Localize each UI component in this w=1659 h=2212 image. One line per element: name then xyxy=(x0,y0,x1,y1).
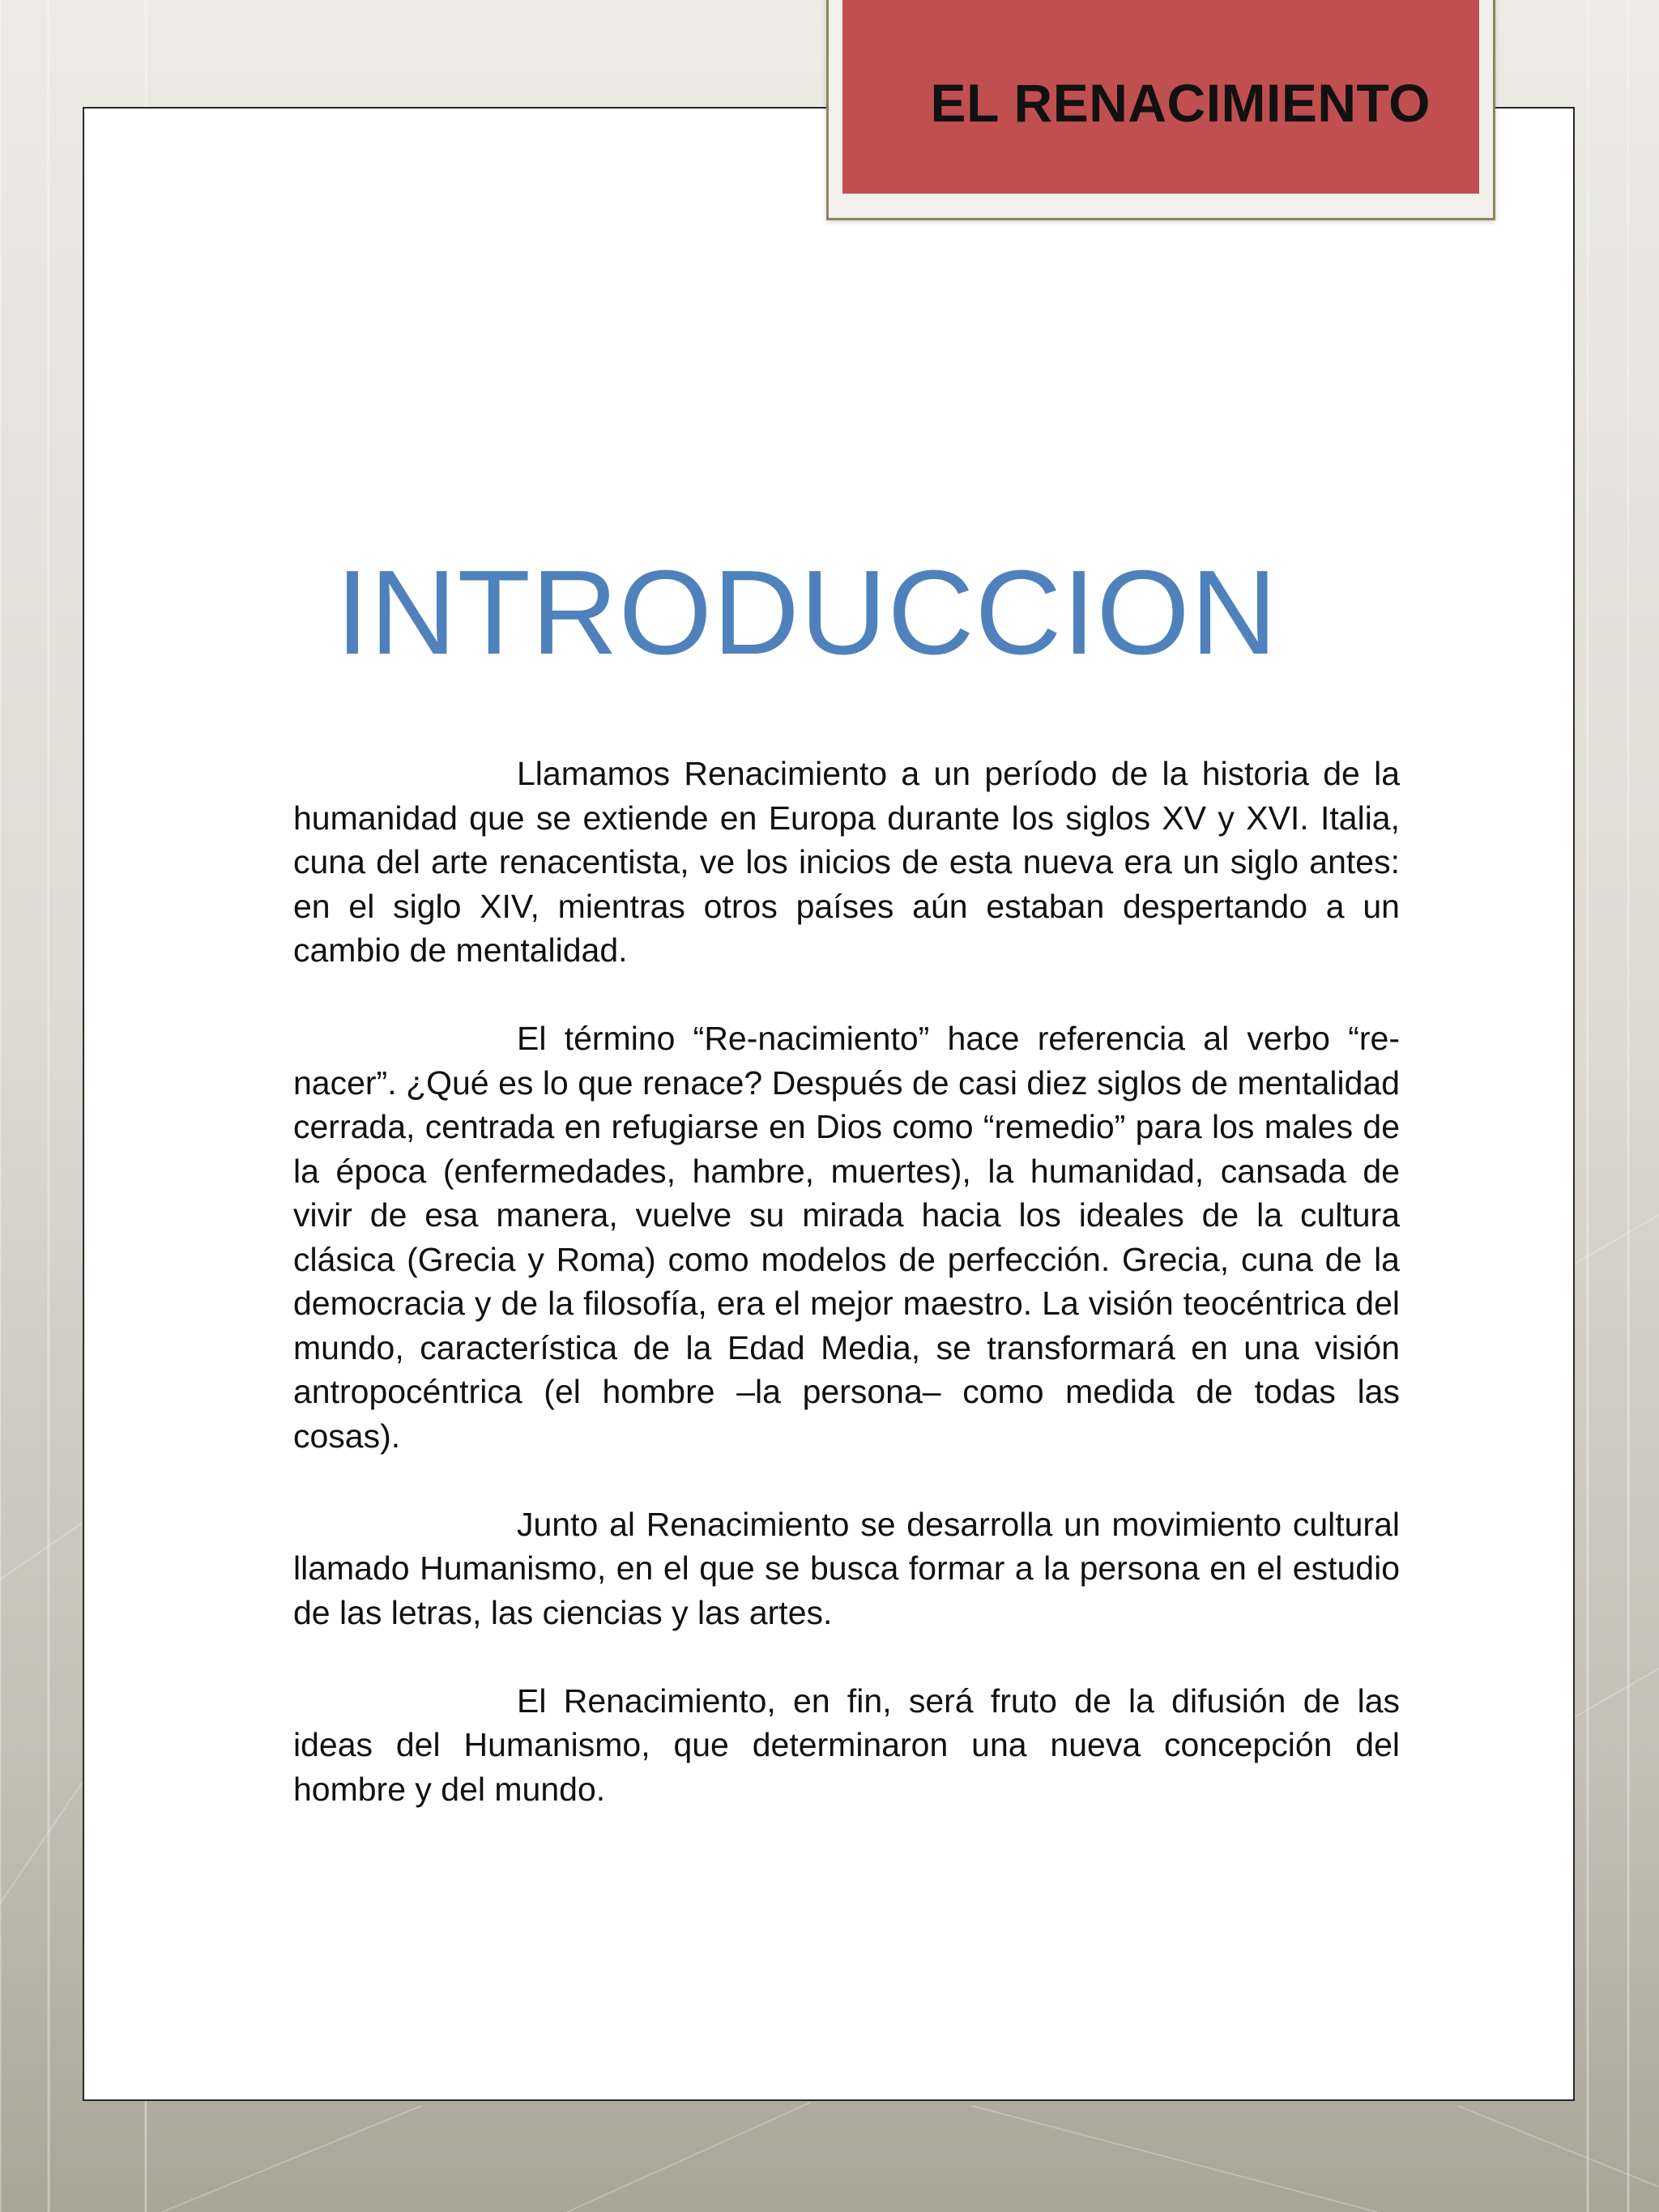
slide-title: EL RENACIMIENTO xyxy=(930,73,1431,133)
section-heading-text: INTRODUCCION xyxy=(335,546,1278,680)
paragraph: El Renacimiento, en fin, será fruto de la difusión de las ideas del Humanismo, que determinaron una nueva concepción del hombre y del mundo. xyxy=(293,1681,1400,1808)
paragraph: El término “Re-nacimiento” hace referencia al verbo “re-nacer”. ¿Qué es lo que renace? Después de casi diez siglos de mentalidad cerrada, centrada en refugiarse en Dios como “remedio” para los males de la época (enfermedades, hambre, muertes), la humanidad, cansada de vivir de esa manera, vuelve su mirada hacia los ideales de la cultura clásica (Grecia y Roma) como modelos de perfección. Grecia, cuna de la democracia y de la filosofía, era el mejor maestro. La visión teocéntrica del mundo, característica de la Edad Media, se transformará en una visión antropocéntrica (el hombre –la persona– como medida de todas las cosas). xyxy=(293,1020,1400,1455)
section-heading xyxy=(0,544,1659,682)
title-tab-fill xyxy=(842,0,1479,194)
title-tab xyxy=(826,0,1495,220)
body-text xyxy=(293,752,1400,1856)
paragraph: Llamamos Renacimiento a un período de la historia de la humanidad que se extiende en Europa durante los siglos XV y XVI. Italia, cuna del arte renacentista, ve los inicios de esta nueva era un siglo antes: en el siglo XIV, mientras otros países aún estaban despertando a un cambio de mentalidad. xyxy=(293,755,1400,969)
paragraph: Junto al Renacimiento se desarrolla un movimiento cultural llamado Humanismo, en el que se busca formar a la persona en el estudio de las letras, las ciencias y las artes. xyxy=(293,1505,1400,1631)
